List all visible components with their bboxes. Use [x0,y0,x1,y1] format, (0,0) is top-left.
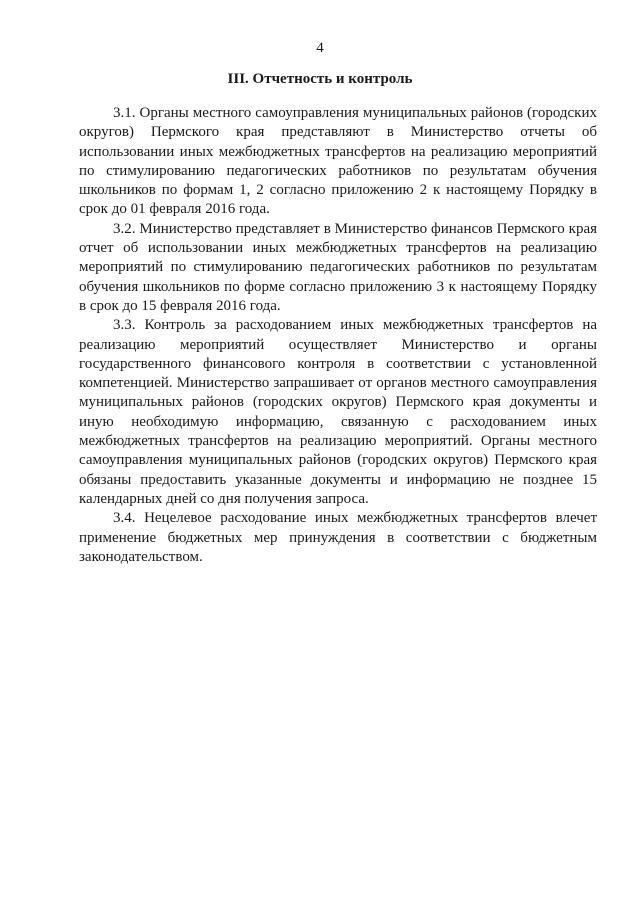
page-number: 4 [316,40,324,56]
section-title: III. Отчетность и контроль [227,71,413,87]
paragraph-3-4: 3.4. Нецелевое расходование иных межбюджетных трансфертов влечет применение бюджетных мер принуждения в соответствии с бюджетным законодательством. [79,510,597,565]
document-body [79,104,597,567]
paragraph-3-1: 3.1. Органы местного самоуправления муниципальных районов (городских округов) Пермского края представляют в Министерство отчеты об использовании иных межбюджетных трансфертов на реализацию мероприятий по стимулированию педагогических работников по результатам обучения школьников по формам 1, 2 согласно приложению 2 к настоящему Порядку в срок до 01 февраля 2016 года. [79,105,597,218]
paragraph-3-3: 3.3. Контроль за расходованием иных межбюджетных трансфертов на реализацию мероприятий осуществляет Министерство и органы государственного финансового контроля в соответствии с установленной компетенцией. Министерство запрашивает от органов местного самоуправления муниципальных районов (городских округов) Пермского края документы и иную необходимую информацию, связанную с расходованием иных межбюджетных трансфертов на реализацию мероприятий. Органы местного самоуправления муниципальных районов (городских округов) Пермского края обязаны предоставить указанные документы и информацию не позднее 15 календарных дней со дня получения запроса. [79,317,597,507]
paragraph-3-2: 3.2. Министерство представляет в Министерство финансов Пермского края отчет об использовании иных межбюджетных трансфертов на реализацию мероприятий по стимулированию педагогических работников по результатам обучения школьников по форме согласно приложению 3 к настоящему Порядку в срок до 15 февраля 2016 года. [79,220,597,314]
